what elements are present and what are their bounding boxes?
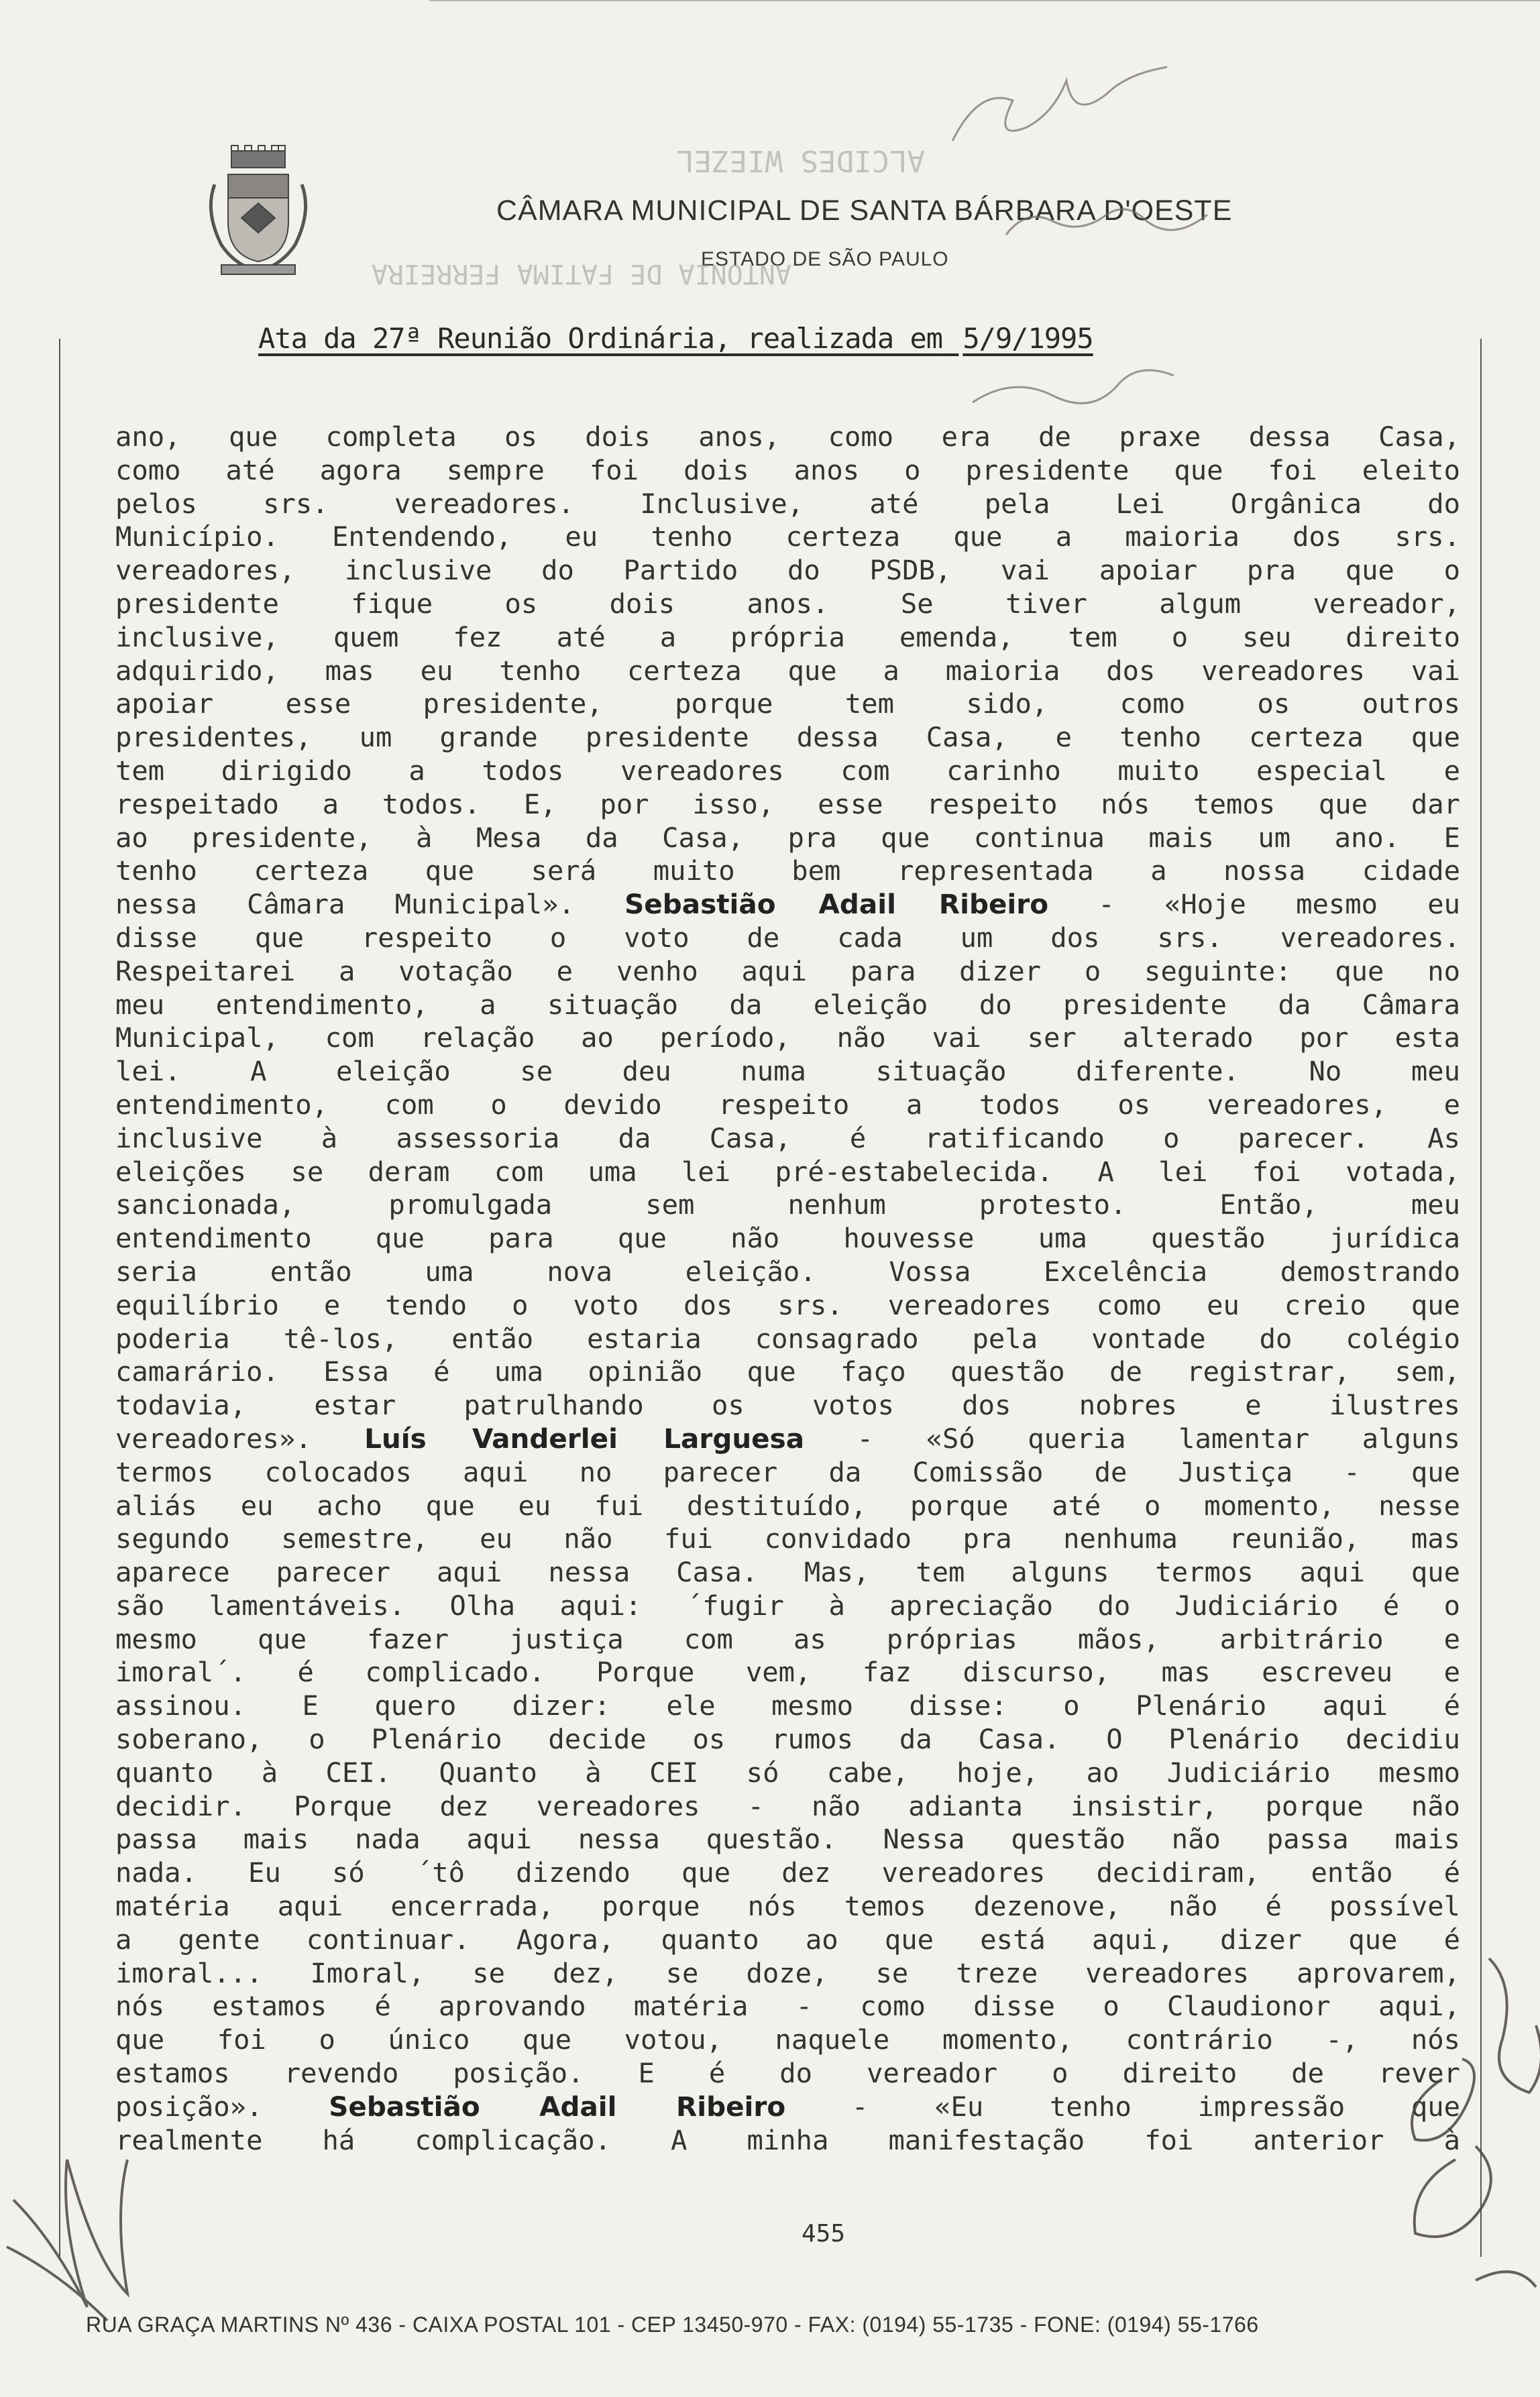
text-line — [115, 1156, 1460, 1189]
text-line-after-speaker: - «Só queria lamentar alguns — [857, 1422, 1460, 1455]
text-line-content: soberano, o Plenário decide os rumos da Casa. O Plenário decidiu — [115, 1723, 1460, 1756]
text-line-content: imoral... Imoral, se dez, se doze, se treze vereadores aprovarem, — [115, 1956, 1460, 1989]
text-line-content: lei. A eleição se deu numa situação diferente. No meu — [115, 1055, 1460, 1088]
page-number: 455 — [802, 2220, 846, 2247]
text-line-content: posição». — [115, 2090, 263, 2123]
left-margin-rule — [59, 339, 60, 2257]
right-margin-rule — [1480, 339, 1482, 2257]
text-line-content: aliás eu acho que eu fui destituído, porque até o momento, nesse — [115, 1489, 1460, 1522]
text-line — [115, 2091, 1460, 2124]
text-line — [115, 520, 1460, 554]
text-line — [115, 1222, 1460, 1256]
text-line — [115, 1456, 1460, 1490]
minutes-date: 5/9/1995 — [963, 322, 1093, 355]
speaker-name: Sebastião Adail Ribeiro — [624, 888, 1049, 921]
text-line-content: presidentes, um grande presidente dessa Casa, e tenho certeza que — [115, 721, 1460, 754]
text-line-content: meu entendimento, a situação da eleição do presidente da Câmara — [115, 988, 1460, 1021]
text-line-content: presidente fique os dois anos. Se tiver algum vereador, — [115, 587, 1460, 620]
text-line — [115, 955, 1460, 989]
text-line — [115, 1289, 1460, 1323]
text-line — [115, 1355, 1460, 1389]
text-line — [115, 922, 1460, 955]
text-line — [115, 721, 1460, 755]
faded-name-1: ALCIDES WIEZEL — [676, 144, 925, 178]
letterhead-title: CÂMARA MUNICIPAL DE SANTA BÁRBARA D'OESTE — [496, 194, 1233, 227]
text-line-content: quanto à CEI. Quanto à CEI só cabe, hoje, ao Judiciário mesmo — [115, 1756, 1460, 1789]
faded-name-2: ANTONIA DE FATIMA FERREIRA — [371, 258, 791, 289]
minutes-heading-text: Ata da 27ª Reunião Ordinária, realizada em — [258, 322, 943, 355]
text-line — [115, 1423, 1460, 1456]
text-line-content: como até agora sempre foi dois anos o presidente que foi eleito — [115, 453, 1460, 486]
text-line — [115, 2124, 1460, 2158]
text-line — [115, 1790, 1460, 1824]
text-line — [115, 1924, 1460, 1957]
text-line-content: tenho certeza que será muito bem representada a nossa cidade — [115, 854, 1460, 887]
text-line-content: estamos revendo posição. E é do vereador o direito de rever — [115, 2057, 1460, 2090]
text-line-content: matéria aqui encerrada, porque nós temos dezenove, não é possível — [115, 1890, 1460, 1923]
text-line-content: equilíbrio e tendo o voto dos srs. vereadores como eu creio que — [115, 1288, 1460, 1321]
text-line — [115, 1823, 1460, 1856]
text-line-content: nós estamos é aprovando matéria - como disse o Claudionor aqui, — [115, 1990, 1460, 2023]
text-line — [115, 421, 1460, 454]
text-line-content: Municipal, com relação ao período, não vai ser alterado por esta — [115, 1021, 1460, 1054]
text-line — [115, 1490, 1460, 1523]
text-line-content: tem dirigido a todos vereadores com carinho muito especial e — [115, 754, 1460, 787]
letterhead-subtitle: ESTADO DE SÃO PAULO — [701, 248, 949, 270]
minutes-body — [115, 421, 1460, 2157]
text-line-content: todavia, estar patrulhando os votos dos nobres e ilustres — [115, 1389, 1460, 1422]
text-line-content: disse que respeito o voto de cada um dos srs. vereadores. — [115, 921, 1460, 954]
text-line — [115, 1856, 1460, 1890]
text-line-content: nessa Câmara Municipal». — [115, 888, 575, 921]
text-line-content: são lamentáveis. Olha aqui: ´fugir à apreciação do Judiciário é o — [115, 1589, 1460, 1622]
text-line — [115, 2057, 1460, 2091]
text-line — [115, 1957, 1460, 1991]
text-line-content: segundo semestre, eu não fui convidado pra nenhuma reunião, mas — [115, 1522, 1460, 1555]
page-top-rule — [429, 0, 1540, 1]
text-line-content: inclusive à assessoria da Casa, é ratificando o parecer. As — [115, 1121, 1460, 1154]
text-line — [115, 1757, 1460, 1790]
speaker-name: Luís Vanderlei Larguesa — [364, 1422, 805, 1455]
handwritten-signature-bottom-left — [7, 2160, 127, 2321]
text-line-content: ao presidente, à Mesa da Casa, pra que continua mais um ano. E — [115, 821, 1460, 854]
text-line — [115, 1890, 1460, 1924]
speaker-name: Sebastião Adail Ribeiro — [329, 2090, 786, 2123]
text-line-content: vereadores, inclusive do Partido do PSDB, vai apoiar pra que o — [115, 554, 1460, 587]
text-line-content: camarário. Essa é uma opinião que faço questão de registrar, sem, — [115, 1355, 1460, 1388]
minutes-heading — [258, 322, 1093, 355]
text-line — [115, 822, 1460, 855]
text-line-content: mesmo que fazer justiça com as próprias mãos, arbitrário e — [115, 1622, 1460, 1655]
letterhead-footer: RUA GRAÇA MARTINS Nº 436 - CAIXA POSTAL 101 - CEP 13450-970 - FAX: (0194) 55-1735 - FONE: (0194) 55-1766 — [86, 2312, 1259, 2337]
text-line-content: Respeitarei a votação e venho aqui para dizer o seguinte: que no — [115, 954, 1460, 987]
text-line — [115, 1089, 1460, 1122]
text-line — [115, 1556, 1460, 1590]
text-line-content: inclusive, quem fez até a própria emenda, tem o seu direito — [115, 620, 1460, 653]
text-line-after-speaker: - «Hoje mesmo eu — [1098, 888, 1460, 921]
text-line-content: imoral´. é complicado. Porque vem, faz discurso, mas escreveu e — [115, 1656, 1460, 1689]
text-line — [115, 1256, 1460, 1289]
text-line-content: decidir. Porque dez vereadores - não adianta insistir, porque não — [115, 1789, 1460, 1822]
text-line-content: apoiar esse presidente, porque tem sido, como os outros — [115, 687, 1460, 720]
text-line — [115, 1689, 1460, 1723]
text-line-content: Município. Entendendo, eu tenho certeza que a maioria dos srs. — [115, 520, 1460, 553]
text-line — [115, 1323, 1460, 1356]
text-line-content: sancionada, promulgada sem nenhum protesto. Então, meu — [115, 1188, 1460, 1221]
text-line-content: que foi o único que votou, naquele momento, contrário -, nós — [115, 2023, 1460, 2056]
text-line-content: poderia tê-los, então estaria consagrado pela vontade do colégio — [115, 1322, 1460, 1355]
text-line — [115, 1389, 1460, 1423]
text-line-content: entendimento, com o devido respeito a todos os vereadores, e — [115, 1088, 1460, 1121]
text-line — [115, 1122, 1460, 1156]
text-line-content: seria então uma nova eleição. Vossa Excelência demostrando — [115, 1255, 1460, 1288]
text-line-after-speaker: - «Eu tenho impressão que — [851, 2090, 1460, 2123]
text-line — [115, 1723, 1460, 1757]
text-line — [115, 1188, 1460, 1222]
text-line — [115, 554, 1460, 588]
text-line — [115, 788, 1460, 822]
text-line-content: aparece parecer aqui nessa Casa. Mas, tem alguns termos aqui que — [115, 1556, 1460, 1589]
text-line — [115, 989, 1460, 1022]
text-line — [115, 888, 1460, 922]
text-line — [115, 588, 1460, 621]
text-line-content: a gente continuar. Agora, quanto ao que está aqui, dizer que é — [115, 1923, 1460, 1956]
text-line — [115, 1590, 1460, 1623]
text-line-content: vereadores». — [115, 1422, 312, 1455]
text-line — [115, 687, 1460, 721]
text-line — [115, 1656, 1460, 1689]
text-line — [115, 621, 1460, 655]
text-line — [115, 1021, 1460, 1055]
text-line-content: ano, que completa os dois anos, como era de praxe dessa Casa, — [115, 421, 1460, 453]
text-line — [115, 2023, 1460, 2057]
text-line-content: termos colocados aqui no parecer da Comissão de Justiça - que — [115, 1455, 1460, 1488]
text-line — [115, 454, 1460, 488]
text-line-content: realmente há complicação. A minha manifestação foi anterior à — [115, 2123, 1460, 2156]
text-line-content: entendimento que para que não houvesse uma questão jurídica — [115, 1222, 1460, 1255]
text-line — [115, 854, 1460, 888]
text-line — [115, 1623, 1460, 1657]
text-line-content: respeitado a todos. E, por isso, esse respeito nós temos que dar — [115, 787, 1460, 820]
text-line — [115, 1522, 1460, 1556]
text-line-content: eleições se deram com uma lei pré-estabelecida. A lei foi votada, — [115, 1155, 1460, 1188]
text-line-content: passa mais nada aqui nessa questão. Nessa questão não passa mais — [115, 1823, 1460, 1856]
text-line-content: adquirido, mas eu tenho certeza que a maioria dos vereadores vai — [115, 654, 1460, 687]
text-line — [115, 1055, 1460, 1089]
text-line — [115, 755, 1460, 788]
text-line-content: pelos srs. vereadores. Inclusive, até pela Lei Orgânica do — [115, 487, 1460, 520]
text-line — [115, 488, 1460, 521]
text-line-content: assinou. E quero dizer: ele mesmo disse: o Plenário aqui é — [115, 1689, 1460, 1722]
text-line — [115, 1990, 1460, 2023]
municipal-coat-of-arms-icon — [201, 144, 315, 278]
text-line-content: nada. Eu só ´tô dizendo que dez vereadores decidiram, então é — [115, 1856, 1460, 1889]
text-line — [115, 655, 1460, 688]
